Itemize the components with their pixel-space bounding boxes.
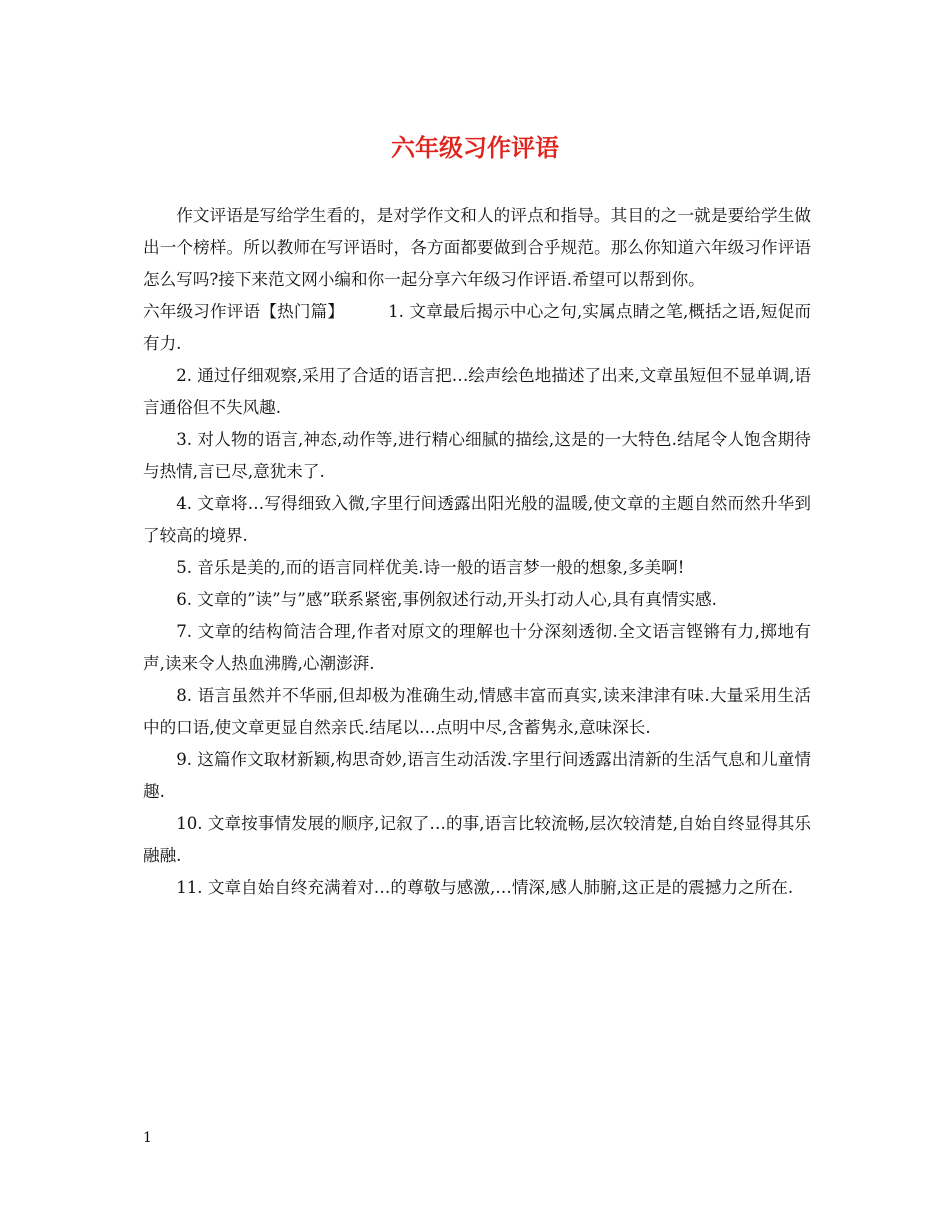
list-item-3: 3. 对人物的语言,神态,动作等,进行精心细腻的描绘,这是的一大特色.结尾令人饱含期待与热情,言已尽,意犹未了.: [143, 430, 811, 481]
intro-paragraph: 作文评语是写给学生看的，是对学作文和人的评点和指导。其目的之一就是要给学生做出一个榜样。所以教师在写评语时，各方面都要做到合乎规范。那么你知道六年级习作评语怎么写吗?接下来范文网小编和你一起分享六年级习作评语.希望可以帮到你。: [143, 206, 811, 289]
list-item-2: 2. 通过仔细观察,采用了合适的语言把…绘声绘色地描述了出来,文章虽短但不显单调,语言通俗但不失风趣.: [143, 366, 811, 417]
section-heading: 六年级习作评语【热门篇】: [143, 302, 345, 321]
page-number: 1: [143, 1130, 152, 1146]
list-item-11: 11. 文章自始自终充满着对…的尊敬与感激,…情深,感人肺腑,这正是的震撼力之所在.: [176, 878, 794, 897]
list-item-4: 4. 文章将…写得细致入微,字里行间透露出阳光般的温暖,使文章的主题自然而然升华到了较高的境界.: [143, 494, 811, 545]
document-title: 六年级习作评语: [391, 133, 559, 162]
list-item-9: 9. 这篇作文取材新颖,构思奇妙,语言生动活泼.字里行间透露出清新的生活气息和儿童情趣.: [143, 750, 811, 801]
document-body: [143, 200, 811, 904]
list-item-7: 7. 文章的结构简洁合理,作者对原文的理解也十分深刻透彻.全文语言铿锵有力,掷地有声,读来令人热血沸腾,心潮澎湃.: [143, 622, 811, 673]
list-item-5: 5. 音乐是美的,而的语言同样优美.诗一般的语言梦一般的想象,多美啊!: [176, 558, 685, 577]
list-item-6: 6. 文章的”读”与”感”联系紧密,事例叙述行动,开头打动人心,具有真情实感.: [176, 590, 717, 609]
list-item-10: 10. 文章按事情发展的顺序,记叙了…的事,语言比较流畅,层次较清楚,自始自终显得其乐融融.: [143, 814, 811, 865]
section-paragraph: [143, 296, 811, 360]
list-item-1: 1. 文章最后揭示中心之句,实属点睛之笔,概括之语,短促而有力.: [143, 302, 811, 353]
list-item-8: 8. 语言虽然并不华丽,但却极为准确生动,情感丰富而真实,读来津津有味.大量采用生活中的口语,使文章更显自然亲氏.结尾以…点明中尽,含蓄隽永,意味深长.: [143, 686, 811, 737]
